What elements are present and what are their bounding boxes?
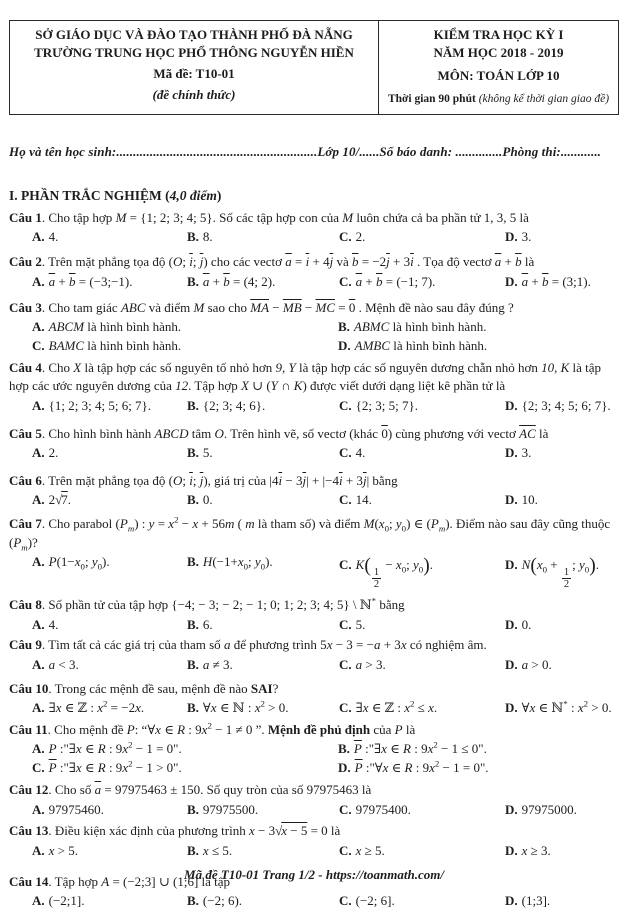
option-text: 5. [202, 444, 213, 460]
option-text: 2√7. [48, 492, 72, 508]
answer-option [32, 699, 187, 718]
question-text: Câu 7. Cho parabol $(P_m)$ : $y = x^2 - x + 56m$ ( m là tham số) và điểm $M(x_0$; $y_0$) ∈ $(P_m)$. Điểm nào sau đây cũng thuộc $(P_m)$? [9, 514, 611, 553]
answer-option [187, 801, 339, 820]
option-text: $P(1-x_0$; $y_0$). [48, 554, 110, 572]
question-block [9, 822, 619, 860]
option-label: B. [338, 741, 350, 757]
option-label: A. [32, 492, 45, 508]
header-right-cell [379, 21, 618, 114]
option-text: 4. [48, 616, 59, 632]
option-text: 6. [202, 616, 213, 632]
option-text: 8. [202, 229, 213, 245]
answer-option [32, 740, 338, 759]
answer-option [32, 273, 187, 292]
question-block [9, 359, 619, 416]
school-year: NĂM HỌC 2018 - 2019 [433, 44, 564, 60]
option-label: A. [32, 616, 45, 632]
answer-option [187, 656, 339, 675]
option-text: AMBC là hình bình hành. [354, 337, 488, 353]
answer-option [32, 759, 338, 778]
option-label: C. [339, 616, 352, 632]
option-text: BAMC là hình bình hành. [48, 337, 182, 353]
option-label: B. [187, 616, 199, 632]
option-label: D. [505, 616, 518, 632]
answer-option [187, 273, 339, 292]
option-label: A. [32, 229, 45, 245]
subject-line: MÔN: TOÁN LỚP 10 [437, 68, 560, 84]
answer-option [187, 228, 339, 247]
option-text: {2; 3; 5; 7}. [355, 397, 418, 413]
duration-italic: (không kể thời gian giao đề) [478, 92, 610, 105]
option-label: B. [187, 842, 199, 858]
question-block [9, 515, 619, 590]
answer-option [32, 656, 187, 675]
option-text: 97975000. [521, 801, 577, 817]
option-text: x ≥ 3. [521, 842, 551, 858]
question-block [9, 636, 619, 674]
option-label: D. [505, 700, 518, 716]
option-text: (−2; 6). [202, 893, 243, 909]
option-label: D. [338, 337, 351, 353]
option-text: ∀x ∈ ℕ* : $x^2 > 0$. [521, 698, 612, 716]
question-block [9, 721, 619, 778]
option-label: A. [32, 700, 45, 716]
answer-option [32, 228, 187, 247]
option-text: 5. [355, 616, 366, 632]
option-text: {2; 3; 4; 5; 6; 7}. [521, 397, 611, 413]
option-label: A. [32, 656, 45, 672]
questions-list [9, 209, 619, 911]
option-text: 2. [355, 229, 366, 245]
option-text: a ≠ 3. [202, 656, 233, 672]
question-block [9, 472, 619, 510]
answer-option [32, 892, 187, 911]
answer-option [505, 491, 619, 510]
option-text: 97975460. [48, 801, 104, 817]
option-label: C. [339, 801, 352, 817]
option-label: C. [339, 557, 352, 573]
option-label: B. [187, 229, 199, 245]
option-text: 4. [355, 444, 366, 460]
answer-option [505, 616, 619, 635]
option-text: ABCM là hình bình hành. [48, 319, 182, 335]
option-text: $N(x_0$ + $\frac{1}{2}$ ; $y_0$). [521, 556, 599, 591]
option-label: B. [338, 319, 350, 335]
option-text: a > 3. [355, 656, 386, 672]
answer-option [187, 397, 339, 416]
option-label: B. [187, 273, 199, 289]
question-options [9, 740, 619, 778]
option-text: $\overline{a} + \overline{b} = (4$; 2). [202, 273, 276, 289]
answer-option [32, 801, 187, 820]
question-options [9, 656, 619, 675]
option-text: {1; 2; 3; 4; 5; 6; 7}. [48, 397, 152, 413]
option-text: 97975500. [202, 801, 259, 817]
question-options [9, 801, 619, 820]
option-label: D. [505, 444, 518, 460]
option-text: x ≤ 5. [202, 842, 233, 858]
option-text: $\overline{P}$ :"∃x ∈ R : $9x^2 - 1 \le 0$". [353, 740, 487, 757]
option-label: D. [505, 842, 518, 858]
option-text: {2; 3; 4; 6}. [202, 397, 266, 413]
answer-option [505, 892, 619, 911]
option-text: ∀x ∈ ℕ : $x^2 > 0$. [202, 698, 289, 716]
answer-option [505, 397, 619, 416]
question-text: Câu 14. Tập hợp A = (−2;3] ∪ (1;6] là tập [9, 873, 231, 889]
answer-option [32, 842, 187, 861]
answer-option [505, 842, 619, 861]
option-label: C. [339, 700, 352, 716]
question-options [9, 273, 619, 292]
school-line: TRƯỜNG TRUNG HỌC PHỔ THÔNG NGUYỄN HIỀN [34, 44, 354, 60]
exam-title: KIỂM TRA HỌC KỲ I [433, 27, 564, 42]
option-label: C. [339, 273, 352, 289]
question-text: Câu 13. Điều kiện xác định của phương trình x − 3√x − 5 = 0 là [9, 823, 341, 839]
question-options [9, 699, 619, 718]
answer-option [32, 444, 187, 463]
option-text: $\overline{P}$ :"∃x ∈ R : $9x^2 - 1 > 0$". [48, 758, 182, 776]
answer-option [187, 892, 339, 911]
option-text: ∃x ∈ ℤ : $x^2 = -2x$. [48, 698, 145, 716]
option-label: A. [32, 893, 45, 909]
question-block [9, 209, 619, 247]
official-note: (đề chính thức) [152, 86, 236, 102]
question-text: Câu 8. Số phần tử của tập hợp {−4; − 3; − 2; − 1; 0; 1; 2; 3; 4; 5} \ ℕ* bằng [9, 595, 405, 613]
option-label: B. [187, 492, 199, 508]
option-text: 3. [521, 229, 532, 245]
option-label: A. [32, 554, 45, 569]
answer-option [339, 228, 505, 247]
option-label: B. [187, 801, 199, 817]
question-options [9, 491, 619, 510]
answer-option [32, 318, 338, 337]
option-label: C. [339, 842, 352, 858]
option-label: C. [339, 229, 352, 245]
option-label: C. [339, 656, 352, 672]
answer-option [505, 228, 619, 247]
option-label: B. [187, 397, 199, 413]
question-text: Câu 9. Tìm tất cả các giá trị của tham số a để phương trình 5x − 3 = −a + 3x có nghiệm âm. [9, 637, 487, 653]
option-text: x ≥ 5. [355, 842, 385, 858]
question-text: Câu 5. Cho hình bình hành ABCD tâm O. Trên hình vẽ, số vectơ (khác 0) cùng phương với vectơ $\overline{AC}$ là [9, 425, 549, 441]
answer-option [32, 337, 338, 356]
header-table [9, 20, 619, 115]
option-text: 0. [521, 616, 532, 632]
page-footer: Mã đề T10-01 Trang 1/2 - https://toanmath.com/ [184, 867, 444, 883]
option-label: C. [339, 397, 352, 413]
option-text: (1;3]. [521, 893, 551, 909]
answer-option [505, 699, 619, 718]
question-text: Câu 2. Trên mặt phẳng tọa độ (O; $\overline{i}$; $\overline{j}$) cho các vectơ $\overline{a} = \overline{i} + 4\overline{j}$ và $\overline{b} = -2\overline{j} + 3\overline{i}$ . Tọa độ vectơ $\overline{a} + \overline{b}$ là [9, 254, 535, 270]
option-label: D. [505, 801, 518, 817]
question-options [9, 397, 619, 416]
option-label: D. [338, 760, 351, 776]
answer-option [339, 892, 505, 911]
option-label: C. [339, 444, 352, 460]
option-label: D. [505, 492, 518, 508]
question-text: Câu 12. Cho số $\overline{a} = 97975463 \pm 150$. Số quy tròn của số 97975463 là [9, 782, 372, 798]
option-label: A. [32, 741, 45, 757]
question-options [9, 892, 619, 911]
answer-option [339, 273, 505, 292]
question-block [9, 781, 619, 819]
answer-option [32, 553, 187, 590]
answer-option [32, 397, 187, 416]
option-label: B. [187, 700, 199, 716]
answer-option [505, 801, 619, 820]
answer-option [187, 491, 339, 510]
option-text: 14. [355, 492, 372, 508]
question-block [9, 425, 619, 463]
answer-option [338, 740, 619, 759]
option-text: 10. [521, 492, 538, 508]
option-text: (−2;1]. [48, 893, 85, 909]
option-label: A. [32, 842, 45, 858]
answer-option [339, 444, 505, 463]
question-text: Câu 6. Trên mặt phẳng tọa độ (O; $\overline{i}$; $\overline{j}$), giá trị của $|4\overline{i} - 3\overline{j}| + |-4\overline{i} + 3\overline{j}|$ bằng [9, 472, 398, 488]
option-text: $\overline{a} + \overline{b} = (-1$; 7). [355, 273, 436, 289]
question-options [9, 318, 619, 356]
question-text: Câu 10. Trong các mệnh đề sau, mệnh đề nào SAI? [9, 680, 279, 696]
duration-line [381, 92, 616, 107]
option-text: $\overline{a} + \overline{b}$ = (−3;−1). [48, 273, 133, 289]
question-block [9, 299, 619, 356]
answer-option [339, 616, 505, 635]
answer-option [505, 273, 619, 292]
option-label: D. [505, 397, 518, 413]
answer-option [338, 759, 619, 778]
option-label: A. [32, 397, 45, 413]
option-label: A. [32, 801, 45, 817]
answer-option [339, 656, 505, 675]
duration-bold: Thời gian 90 phút [387, 92, 479, 105]
answer-option [187, 444, 339, 463]
answer-option [338, 337, 619, 356]
answer-option [32, 616, 187, 635]
department-line: SỞ GIÁO DỤC VÀ ĐÀO TẠO THÀNH PHỐ ĐÀ NẴNG [35, 27, 353, 42]
option-text: $\overline{P}$ :"∀x ∈ R : $9x^2 - 1 = 0$". [354, 758, 489, 776]
student-info-line: Họ và tên học sinh:............................................................Lớp 10/......Số báo danh: ..............Phòng thi:............ [9, 143, 602, 159]
answer-option [32, 491, 187, 510]
section-heading: I. PHẦN TRẮC NGHIỆM (4,0 điểm) [9, 188, 222, 204]
question-options [9, 616, 619, 635]
answer-option [339, 397, 505, 416]
question-block [9, 680, 619, 718]
question-block [9, 253, 619, 291]
option-text: ABMC là hình bình hành. [353, 319, 487, 335]
option-label: C. [339, 893, 352, 909]
question-options [9, 228, 619, 247]
option-label: A. [32, 319, 45, 335]
option-text: 0. [202, 492, 213, 508]
option-text: 4. [48, 229, 59, 245]
question-options [9, 444, 619, 463]
option-label: C. [32, 337, 45, 353]
option-label: B. [187, 893, 199, 909]
option-text: $H(-1+x_0$; $y_0$). [202, 554, 273, 572]
answer-option [339, 699, 505, 718]
answer-option [339, 842, 505, 861]
option-text: ∃x ∈ ℤ : $x^2 \le x$. [355, 698, 438, 716]
option-text: 2. [48, 444, 59, 460]
option-label: D. [505, 229, 518, 245]
question-text: Câu 3. Cho tam giác ABC và điểm M sao cho $\overline{MA} - \overline{MB} - \overline{MC} = 0$ . Mệnh đề nào sau đây đúng ? [9, 299, 514, 315]
option-label: C. [339, 492, 352, 508]
option-label: A. [32, 273, 45, 289]
option-text: a < 3. [48, 656, 79, 672]
exam-code: Mã đề: T10-01 [153, 66, 235, 82]
question-block [9, 596, 619, 634]
question-options [9, 553, 619, 590]
answer-option [505, 444, 619, 463]
option-text: K( $\frac{1}{2}$ − $x_0$; $y_0$). [355, 556, 433, 591]
question-text: Câu 1. Cho tập hợp M = {1; 2; 3; 4; 5}. Số các tập hợp con của M luôn chứa cả ba phần tử 1, 3, 5 là [9, 210, 529, 226]
answer-option [187, 553, 339, 590]
option-label: B. [187, 656, 199, 672]
answer-option [187, 842, 339, 861]
option-label: D. [505, 893, 518, 909]
option-text: x > 5. [48, 842, 79, 858]
answer-option [339, 491, 505, 510]
option-text: (−2; 6]. [355, 893, 395, 909]
question-text: Câu 4. Cho X là tập hợp các số nguyên tố nhỏ hơn 9, Y là tập hợp các số nguyên dương chẵn nhỏ hơn 10, K là tập hợp các ước nguyên dương của 12. Tập hợp X ∪ (Y ∩ K) được viết dưới dạng liệt kê phần tử là [9, 359, 602, 394]
option-label: D. [505, 656, 518, 672]
answer-option [505, 656, 619, 675]
header-left-cell [10, 21, 379, 114]
option-label: D. [505, 557, 518, 573]
question-text: Câu 11. Cho mệnh đề P: “∀x ∈ R : $9x^2 - 1 \ne 0$ ”. Mệnh đề phủ định của P là [9, 720, 416, 737]
option-text: $\overline{a} + \overline{b}$ = (3;1). [521, 273, 591, 289]
question-options [9, 842, 619, 861]
answer-option [187, 699, 339, 718]
option-text: 97975400. [355, 801, 411, 817]
answer-option [339, 553, 505, 590]
option-text: 3. [521, 444, 532, 460]
option-text: a > 0. [521, 656, 552, 672]
answer-option [505, 553, 619, 590]
option-label: B. [187, 444, 199, 460]
answer-option [187, 616, 339, 635]
option-label: A. [32, 444, 45, 460]
option-label: B. [187, 554, 199, 569]
option-text: P :"∃x ∈ R : $9x^2 - 1 = 0$". [48, 740, 182, 757]
option-label: C. [32, 760, 45, 776]
answer-option [338, 318, 619, 337]
answer-option [339, 801, 505, 820]
option-label: D. [505, 273, 518, 289]
